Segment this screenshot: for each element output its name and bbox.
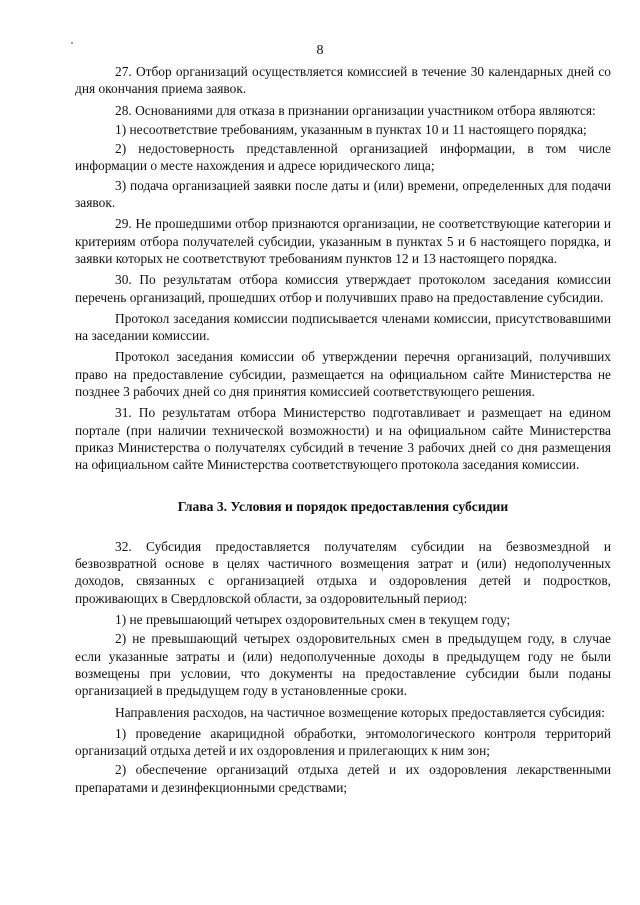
paragraph-30: 30. По результатам отбора комиссия утверждает протоколом заседания комиссии перечень организаций, прошедших отбор и получивших право на предоставление субсидии.	[75, 272, 611, 305]
paragraph-30-protocol-signing: Протокол заседания комиссии подписывается членами комиссии, присутствовавшими на заседании комиссии.	[75, 310, 611, 344]
paragraph-30-protocol-publication: Протокол заседания комиссии об утверждении перечня организаций, получивших право на предоставление субсидии, размещается на официальном сайте Министерства не позднее 3 рабочих дней со дня принятия комиссией соответствующего решения.	[75, 349, 611, 400]
paragraph-32-item-1: 1) не превышающий четырех оздоровительных смен в текущем году;	[115, 612, 511, 628]
paragraph-31: 31. По результатам отбора Министерство подготавливает и размещает на едином портале (при наличии технической возможности) и на официальном сайте Министерства приказ Министерства о получателях субсидий в течение 3 рабочих дней со дня размещения на официальном сайте Министерства соответствующего протокола заседания комиссии.	[75, 405, 611, 473]
page-number: 8	[316, 43, 324, 58]
paragraph-27: 27. Отбор организаций осуществляется комиссией в течение 30 календарных дней со дня окончания приема заявок.	[75, 64, 611, 97]
expense-direction-1: 1) проведение акарицидной обработки, энтомологического контроля территорий организаций отдыха детей и их оздоровления и прилегающих к ним зон;	[75, 725, 611, 759]
paragraph-28-item-1: 1) несоответствие требованиям, указанным в пунктах 10 и 11 настоящего порядка;	[115, 121, 587, 137]
document-body	[75, 63, 611, 798]
paragraph-28: 28. Основаниями для отказа в признании организации участником отбора являются:	[115, 102, 596, 118]
expense-direction-2: 2) обеспечение организаций отдыха детей и их оздоровления лекарственными препаратами и дезинфекционными средствами;	[75, 762, 611, 795]
paragraph-29: 29. Не прошедшими отбор признаются организации, не соответствующие категории и критериям отбора получателей субсидии, указанным в пунктах 5 и 6 настоящего порядка, и заявки которых не соответствуют требованиям пунктов 12 и 13 настоящего порядка.	[75, 216, 611, 266]
paragraph-32: 32. Субсидия предоставляется получателям субсидии на безвозмездной и безвозвратной основе в целях частичного возмещения затрат и (или) недополученных доходов, связанных с организацией отдыха и оздоровления детей и подростков, проживающих в Свердловской области, за оздоровительный период:	[75, 538, 611, 606]
paragraph-32-item-2: 2) не превышающий четырех оздоровительных смен в предыдущем году, в случае если указанные затраты и (или) недополученные доходы в предыдущем году не были возмещены при условии, что документы на предоставление субсидии были поданы организацией в предыдущем году в установленные сроки.	[75, 631, 611, 699]
paragraph-28-item-2: 2) недостоверность представленной организацией информации, в том числе информации о месте нахождения и адресе юридического лица;	[75, 141, 611, 174]
paragraph-28-item-3: 3) подача организацией заявки после даты и (или) времени, определенных для подачи заявок.	[75, 177, 611, 211]
expense-directions: Направления расходов, на частичное возмещение которых предоставляется субсидия:	[115, 704, 606, 720]
chapter-heading: Глава 3. Условия и порядок предоставления субсидии	[177, 498, 509, 514]
